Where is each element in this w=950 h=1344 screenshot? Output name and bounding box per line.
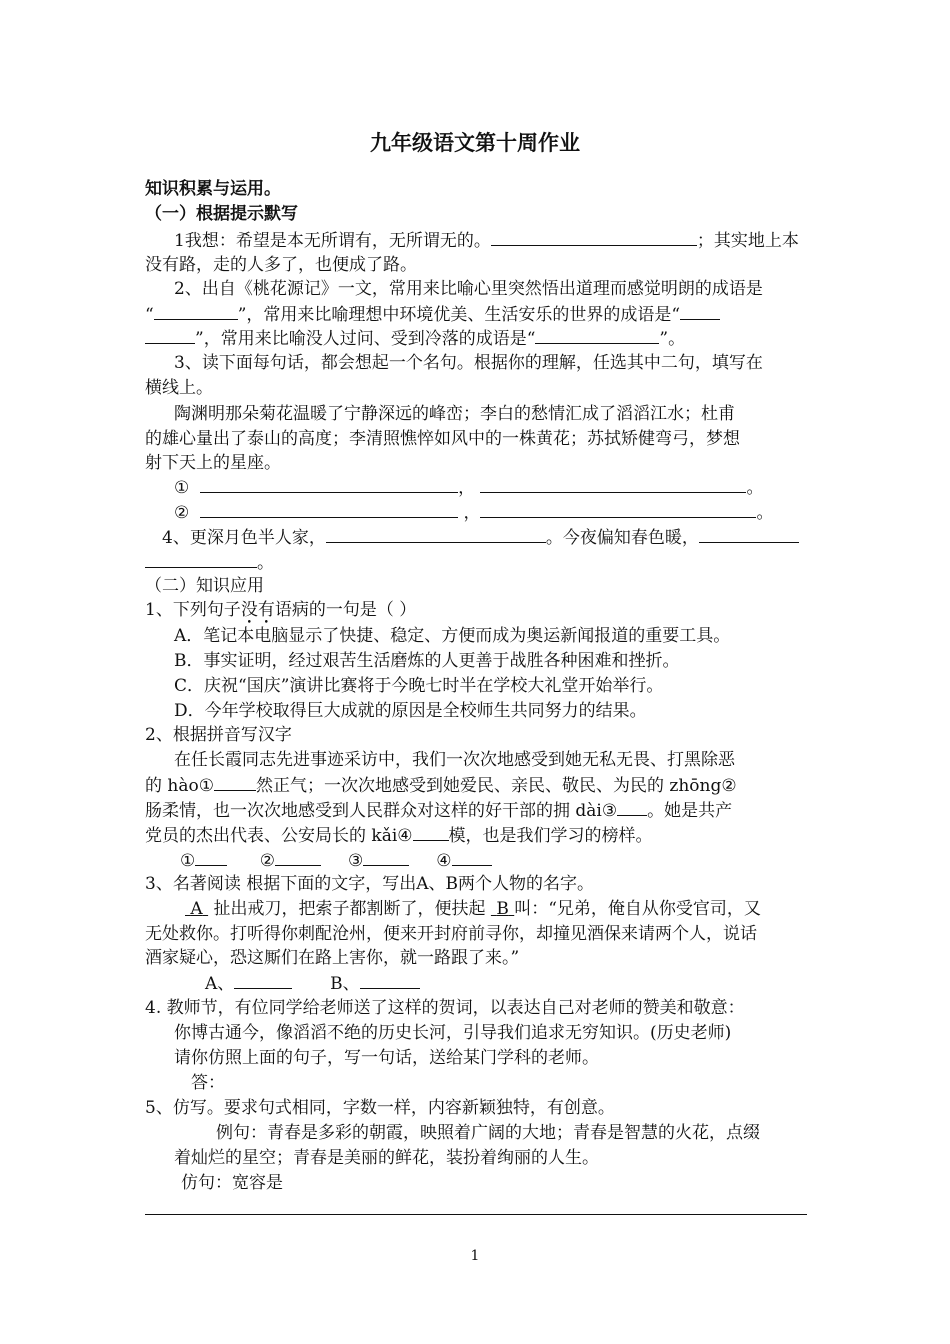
imitation-example-1: 例句：青春是多彩的朝霞，映照着广阔的大地；青春是智慧的火花，点缀: [216, 1123, 760, 1143]
pinyin-answers: ① ② ③ ④: [180, 849, 492, 872]
reading-line2: 无处救你。打听得你刺配沧州，便来开封府前寻你，却撞见酒保来请两个人，说话: [145, 924, 757, 944]
answer-blank[interactable]: [480, 476, 746, 493]
answer-blank[interactable]: [200, 476, 458, 493]
answer-blank[interactable]: [699, 526, 799, 543]
q1-line1: 1我想：希望是本无所谓有，无所谓无的。 ；其实地上本: [174, 231, 799, 251]
answer-blank[interactable]: [195, 849, 227, 866]
q2-line1: 2、出自《桃花源记》一文，常用来比喻心里突然悟出道理而感觉明朗的成语是: [174, 279, 763, 299]
q3-answer-2: ② ， 。: [174, 503, 774, 523]
q3-line1: 3、读下面每句话，都会想起一个名句。根据你的理解，任选其中二句，填写在: [174, 353, 763, 373]
pinyin-line1: 在任长霞同志先进事迹采访中，我们一次次地感受到她无私无畏、打黑除恶: [174, 750, 735, 770]
part2-heading: （二）知识应用: [145, 576, 264, 596]
emphasis-char: 有: [257, 600, 275, 620]
q3-line4: 的雄心量出了泰山的高度；李清照憔悴如风中的一株黄花；苏拭矫健弯弓，梦想: [145, 429, 740, 449]
answer-blank[interactable]: [145, 327, 195, 344]
answer-blank[interactable]: [275, 849, 321, 866]
mc-option-d: D．今年学校取得巨大成就的原因是全校师生共同努力的结果。: [174, 701, 647, 721]
answer-blank[interactable]: [154, 303, 238, 320]
answer-blank[interactable]: [617, 799, 647, 816]
mc-option-b: B．事实证明，经过艰苦生活磨炼的人更善于战胜各种困难和挫折。: [174, 651, 680, 671]
q3-line2: 横线上。: [145, 378, 213, 398]
reading-heading: 3、名著阅读 根据下面的文字，写出A、B两个人物的名字。: [145, 874, 594, 894]
footer-divider: [145, 1214, 807, 1215]
q3-line3: 陶渊明那朵菊花温暖了宁静深远的峰峦；李白的愁情汇成了滔滔江水；杜甫: [174, 404, 735, 424]
answer-blank[interactable]: [326, 526, 546, 543]
part1-heading: （一）根据提示默写: [145, 204, 298, 224]
pinyin-heading: 2、根据拼音写汉字: [145, 725, 292, 745]
answer-blank[interactable]: [200, 501, 458, 518]
teacher-day-line3: 请你仿照上面的句子，写一句话，送给某门学科的老师。: [174, 1048, 599, 1068]
imitation-heading: 5、仿写。要求句式相同，字数一样，内容新颖独特，有创意。: [145, 1098, 615, 1118]
answer-blank[interactable]: [360, 972, 420, 989]
answer-blank[interactable]: [145, 551, 257, 568]
imitation-example-2: 着灿烂的星空；青春是美丽的鲜花，装扮着绚丽的人生。: [174, 1148, 599, 1168]
answer-blank[interactable]: [413, 824, 449, 841]
answer-blank[interactable]: [452, 849, 492, 866]
q3-line5: 射下天上的星座。: [145, 453, 281, 473]
answer-blank[interactable]: [363, 849, 409, 866]
teacher-day-line2: 你博古通今，像滔滔不绝的历史长河，引导我们追求无穷知识。(历史老师): [174, 1023, 732, 1043]
page-title: 九年级语文第十周作业: [370, 131, 580, 155]
reading-answers: A、 B、: [205, 972, 420, 995]
answer-blank[interactable]: [234, 972, 292, 989]
pinyin-line3: 肠柔情，也一次次地感受到人民群众对这样的好干部的拥 dài③ 。她是共产: [145, 801, 733, 821]
pinyin-line2: 的 hào① 然正气；一次次地感受到她爱民、亲民、敬民、为民的 zhōng②: [145, 776, 737, 796]
pinyin-line4: 党员的杰出代表、公安局长的 kǎi④ 模，也是我们学习的榜样。: [145, 826, 653, 846]
reading-line1: A 扯出戒刀，把索子都割断了，便扶起 B 叫：“兄弟，俺自从你受官司，又: [185, 898, 761, 920]
teacher-day-line1: 4. 教师节，有位同学给老师送了这样的贺词，以表达自己对老师的赞美和敬意：: [145, 998, 745, 1018]
q3-answer-1: ① ， 。: [174, 478, 764, 498]
answer-blank[interactable]: [535, 327, 659, 344]
q1-line2: 没有路，走的人多了，也便成了路。: [145, 255, 417, 275]
answer-blank[interactable]: [480, 501, 756, 518]
q4-line2: 。: [145, 551, 274, 574]
q2-line3: ”，常用来比喻没人过问、受到冷落的成语是“ ”。: [145, 327, 685, 350]
teacher-day-answer: 答：: [191, 1073, 225, 1093]
reading-line3: 酒家疑心，恐这厮们在路上害你，就一路跟了来。”: [145, 948, 520, 968]
imitation-answer: 仿句：宽容是: [181, 1173, 283, 1193]
emphasis-char: 没: [240, 600, 258, 620]
label-b: B: [496, 899, 509, 919]
mc-option-a: A．笔记本电脑显示了快捷、稳定、方便而成为奥运新闻报道的重要工具。: [174, 626, 731, 646]
answer-blank[interactable]: [214, 774, 256, 791]
mc-option-c: C．庆祝“国庆”演讲比赛将于今晚七时半在学校大礼堂开始举行。: [174, 676, 664, 696]
answer-blank[interactable]: [680, 303, 720, 320]
section-heading: 知识积累与运用。: [145, 179, 281, 199]
answer-blank[interactable]: [491, 229, 697, 246]
label-a: A: [190, 899, 203, 919]
q4-line1: 4、更深月色半人家， 。今夜偏知春色暖，: [162, 526, 799, 549]
mc-question: 1、下列句子没有语病的一句是（ ）: [145, 600, 417, 620]
page-number: 1: [470, 1248, 480, 1264]
q2-line2: “ ”，常用来比喻理想中环境优美、生活安乐的世界的成语是“: [145, 303, 720, 326]
